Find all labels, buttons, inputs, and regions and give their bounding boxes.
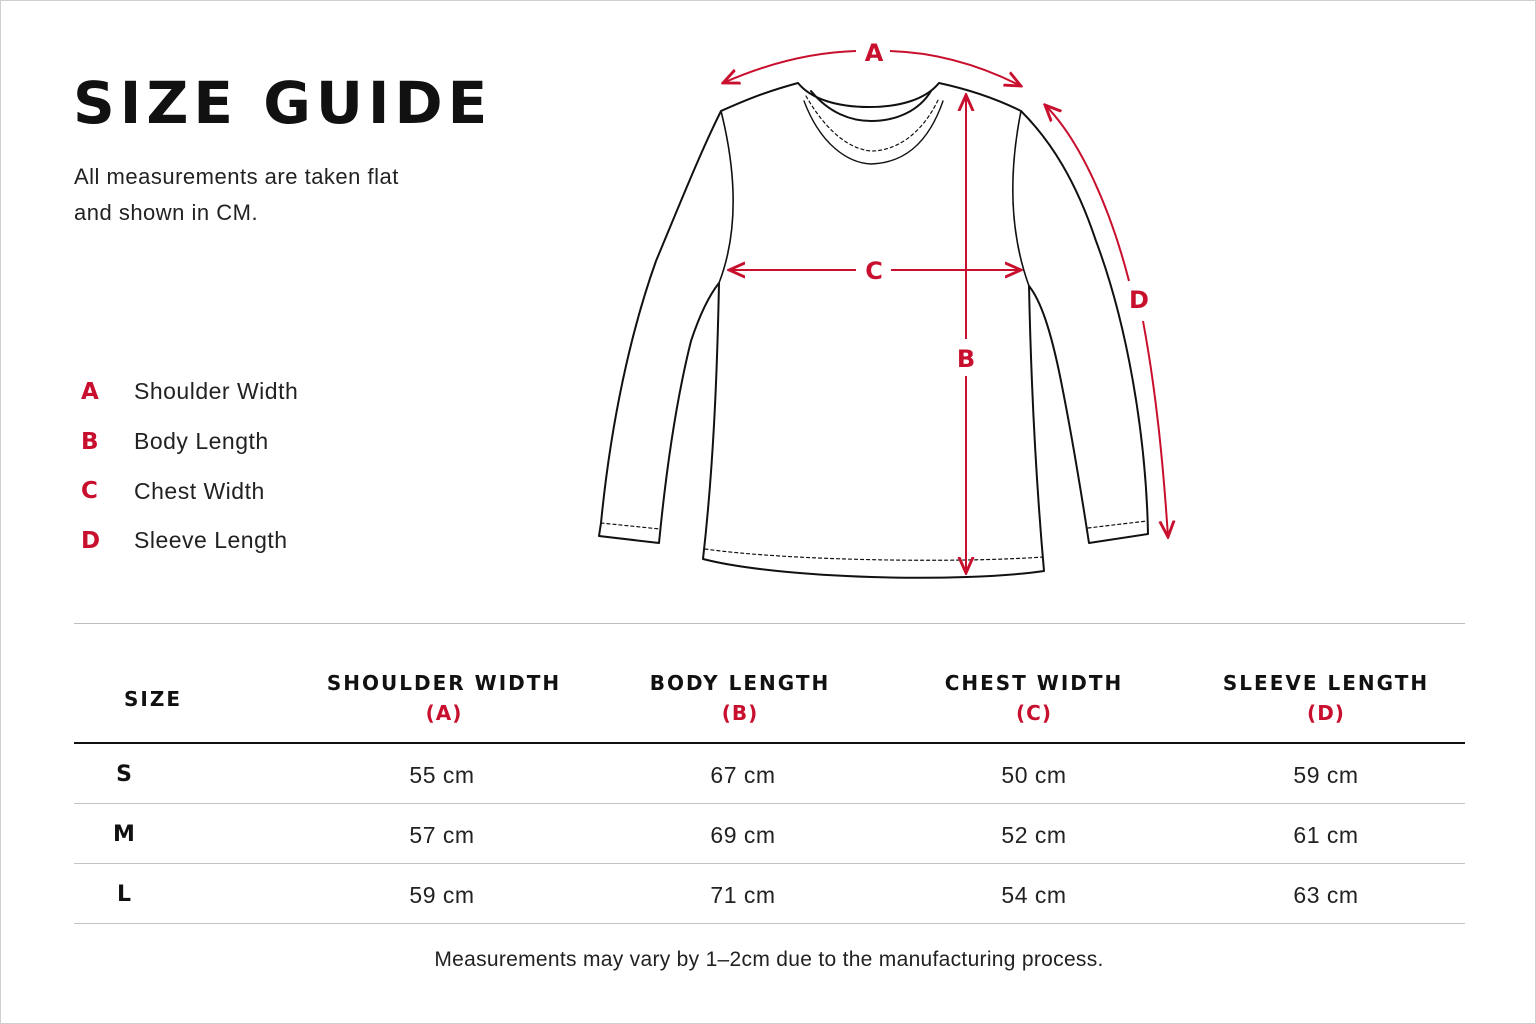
diagram-label-c: C xyxy=(865,257,883,285)
footnote: Measurements may vary by 1–2cm due to the manufacturing process. xyxy=(434,948,1104,971)
diagram-label-b: B xyxy=(956,345,976,373)
column-title: BODY LENGTH xyxy=(649,671,831,695)
legend-label: Sleeve Length xyxy=(134,527,288,554)
column-header-chest-width xyxy=(884,671,1184,725)
cell-shoulder-width: 59 cm xyxy=(409,882,475,908)
column-header-body-length xyxy=(590,671,890,725)
legend-code: A xyxy=(81,378,99,405)
table-row xyxy=(74,864,1465,924)
cell-shoulder-width: 57 cm xyxy=(409,822,475,848)
column-header-sleeve-length xyxy=(1176,671,1476,725)
row-size: M xyxy=(113,822,135,847)
diagram-label-d: D xyxy=(1129,286,1149,314)
cell-chest-width: 50 cm xyxy=(1001,762,1067,788)
measure-line-a xyxy=(723,51,856,83)
cell-sleeve-length: 59 cm xyxy=(1293,762,1359,788)
measure-line-a xyxy=(890,51,1021,86)
cell-chest-width: 54 cm xyxy=(1001,882,1067,908)
size-table-body xyxy=(74,744,1465,924)
column-title: CHEST WIDTH xyxy=(944,671,1124,695)
tshirt-icon xyxy=(599,83,1148,578)
table-header: SIZE SHOULDER WIDTH (A) BODY LENGTH (B) CHEST WIDTH (C) SLEEVE LENGTH (D) xyxy=(74,661,1465,743)
column-code: (A) xyxy=(425,701,463,725)
page-title: SIZE GUIDE xyxy=(73,69,493,137)
tshirt-measurement-diagram xyxy=(1,1,1536,621)
row-size: S xyxy=(116,762,132,787)
row-size: L xyxy=(116,882,132,907)
column-title: SLEEVE LENGTH xyxy=(1222,671,1430,695)
column-code: (B) xyxy=(721,701,759,725)
legend-code: C xyxy=(81,478,98,505)
legend-code: B xyxy=(81,428,99,455)
column-code: (D) xyxy=(1307,701,1345,725)
column-code: (C) xyxy=(1016,701,1052,725)
legend-label: Chest Width xyxy=(134,477,265,504)
cell-body-length: 67 cm xyxy=(710,762,776,788)
legend-label: Body Length xyxy=(134,428,269,455)
intro-text: All measurements are taken flat and shown in CM. xyxy=(74,164,399,225)
column-header-shoulder-width xyxy=(294,671,594,725)
legend-label: Shoulder Width xyxy=(134,378,299,405)
cell-sleeve-length: 61 cm xyxy=(1293,822,1359,848)
legend-code: D xyxy=(81,527,101,554)
cell-shoulder-width: 55 cm xyxy=(409,762,475,788)
diagram-label-a: A xyxy=(864,39,884,67)
column-title: SHOULDER WIDTH xyxy=(326,671,562,695)
table-row xyxy=(74,744,1465,804)
cell-body-length: 69 cm xyxy=(710,822,776,848)
cell-sleeve-length: 63 cm xyxy=(1293,882,1359,908)
divider xyxy=(74,623,1465,624)
cell-chest-width: 52 cm xyxy=(1001,822,1067,848)
cell-body-length: 71 cm xyxy=(710,882,776,908)
table-row xyxy=(74,804,1465,864)
